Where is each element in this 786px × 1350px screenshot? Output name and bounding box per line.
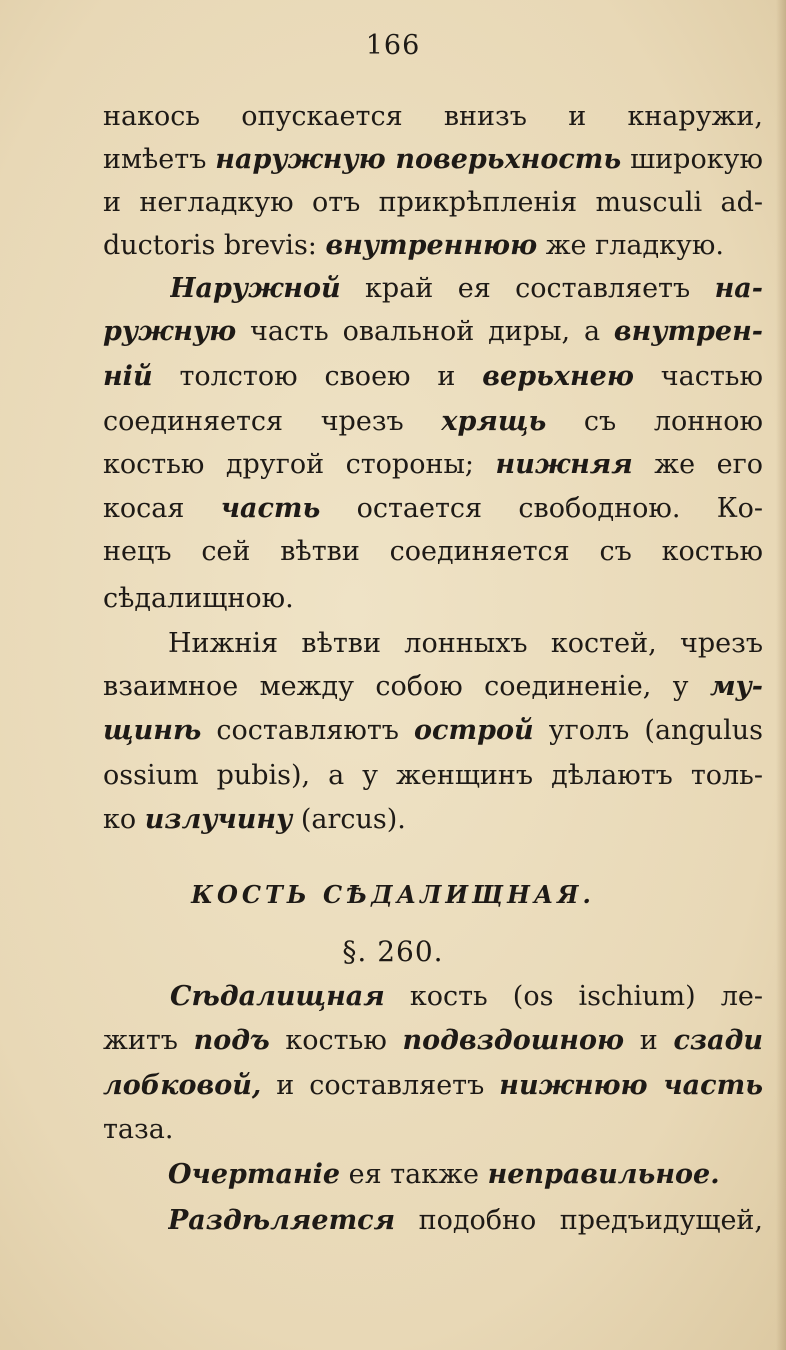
- text-line: [103, 670, 763, 704]
- text-run: ко: [103, 804, 145, 835]
- italic-run: неправильное.: [487, 1159, 720, 1190]
- text-run: же гладкую.: [537, 230, 724, 261]
- italic-run: Сѣдалищная: [170, 981, 385, 1012]
- text-run: костью: [269, 1025, 403, 1056]
- text-line: [170, 272, 763, 306]
- italic-run: нижнюю часть: [499, 1070, 763, 1101]
- page-edge-shadow: [776, 0, 786, 1350]
- italic-run: му-: [709, 671, 763, 702]
- text-run: костью другой стороны;: [103, 449, 496, 480]
- italic-run: часть: [220, 493, 321, 524]
- text-run: сѣдалищною.: [103, 583, 294, 614]
- text-line: [103, 535, 763, 569]
- italic-run: острой: [414, 715, 534, 746]
- italic-run: Раздѣляется: [168, 1205, 396, 1236]
- text-run: и составляетъ: [261, 1070, 500, 1101]
- text-line: [103, 759, 763, 793]
- text-line: [168, 627, 763, 661]
- text-line: [103, 360, 763, 394]
- text-run: накось опускается внизъ и кнаружи,: [103, 101, 763, 132]
- italic-run: сзади: [673, 1025, 763, 1056]
- italic-run: хрящь: [441, 406, 547, 437]
- text-run: (arcus).: [292, 804, 406, 835]
- italic-run: излучину: [144, 804, 293, 835]
- text-line: [103, 100, 763, 134]
- text-line: [103, 492, 763, 526]
- text-run: край ея составляетъ: [340, 273, 715, 304]
- text-run: нецъ сей вѣтви соединяется съ костью: [103, 536, 763, 567]
- text-run: уголъ (angulus: [533, 715, 763, 746]
- italic-run: нижняя: [495, 449, 633, 480]
- paragraph-mark: §. 260.: [342, 935, 444, 968]
- text-run: подобно предъидущей,: [395, 1205, 763, 1236]
- text-run: частью: [633, 361, 763, 392]
- text-run: ductoris brevis:: [103, 230, 326, 261]
- text-run: взаимное между собою соединеніе, у: [103, 671, 710, 702]
- text-line: [103, 448, 763, 482]
- text-line: [103, 1024, 763, 1058]
- italic-run: Наружной: [170, 273, 341, 304]
- text-run: Нижнія вѣтви лонныхъ костей, чрезъ: [168, 628, 763, 659]
- text-line: [103, 143, 763, 177]
- italic-run: внутреннюю: [325, 230, 538, 261]
- text-run: таза.: [103, 1114, 174, 1145]
- text-run: косая: [103, 493, 221, 524]
- italic-run: ружную: [103, 316, 237, 347]
- text-run: же его: [632, 449, 763, 480]
- text-line: [168, 1158, 763, 1192]
- text-line: [103, 1113, 763, 1147]
- text-run: остается свободною. Ко-: [320, 493, 763, 524]
- text-run: широкую: [621, 144, 763, 175]
- text-run: ея также: [340, 1159, 488, 1190]
- italic-run: Очертаніе: [168, 1159, 341, 1190]
- text-line: [103, 315, 763, 349]
- text-run: и негладкую отъ прикрѣпленія musculi ad-: [103, 187, 763, 218]
- italic-run: подвздошною: [402, 1025, 625, 1056]
- italic-run: на-: [714, 273, 763, 304]
- page-number: 166: [365, 30, 421, 61]
- text-run: житъ: [103, 1025, 194, 1056]
- italic-run: лобковой,: [103, 1070, 262, 1101]
- text-run: имѣетъ: [103, 144, 216, 175]
- text-line: [103, 582, 763, 616]
- text-line: [103, 714, 763, 748]
- text-line: [168, 1204, 763, 1238]
- italic-run: ній: [103, 361, 153, 392]
- text-run: ossium pubis), а у женщинъ дѣлаютъ толь-: [103, 760, 763, 791]
- text-line: [103, 1069, 763, 1103]
- text-run: составляютъ: [201, 715, 415, 746]
- text-run: толстою своею и: [152, 361, 483, 392]
- italic-run: наружную поверьхность: [215, 144, 622, 175]
- text-line: [103, 229, 763, 263]
- text-line: [103, 186, 763, 220]
- text-run: и: [624, 1025, 674, 1056]
- text-run: кость (os ischium) ле-: [384, 981, 763, 1012]
- text-run: соединяется чрезъ: [103, 406, 442, 437]
- italic-run: щинѣ: [103, 715, 202, 746]
- text-run: съ лонною: [546, 406, 763, 437]
- italic-run: верьхнею: [482, 361, 634, 392]
- text-line: [170, 980, 763, 1014]
- italic-run: подъ: [193, 1025, 270, 1056]
- text-line: [103, 803, 763, 837]
- section-heading: КОСТЬ СѢДАЛИЩНАЯ.: [191, 880, 595, 909]
- text-line: [103, 405, 763, 439]
- text-run: часть овальной диры, а: [236, 316, 614, 347]
- italic-run: внутрен-: [613, 316, 763, 347]
